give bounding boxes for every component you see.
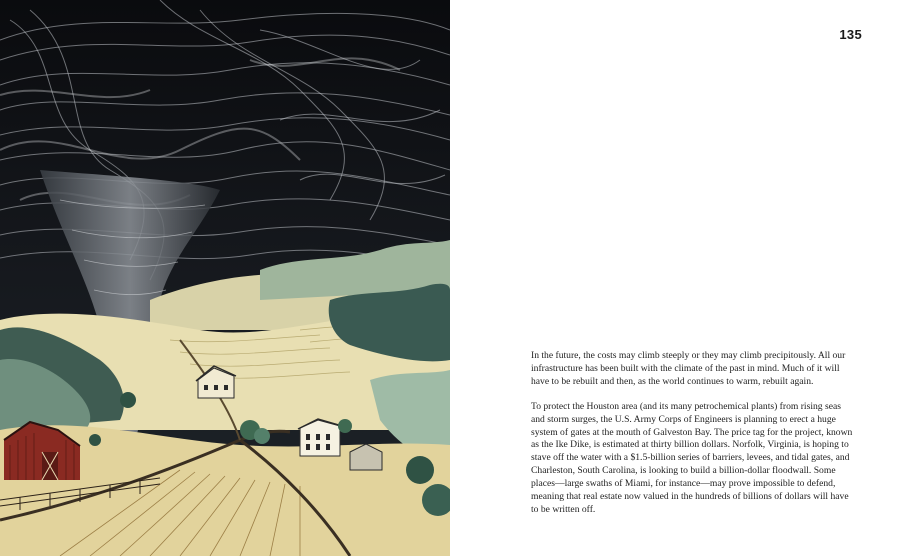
paragraph-2: To protect the Houston area (and its many petrochemical plants) from rising seas and storm surges, the U.S. Army Corps of Engineers is planning to erect a huge system of gates at the mouth of Galveston Bay. The price tag for the project, known as the Ike Dike, is estimated at thirty billion dollars. Norfolk, Virginia, is hoping to stave off the water with a $1.5-billion series of barriers, levees, and tidal gates, and Charleston, South Carolina, is looking to build a billion-dollar floodwall. Some places—large swaths of Miami, for instance—may prove impossible to defend, meaning that real estate now valued in the hundreds of billions of dollars will have to be written off. <box>531 400 853 515</box>
body-text <box>531 350 855 529</box>
text-page <box>450 0 900 556</box>
page-number: 135 <box>839 27 862 42</box>
paragraph-1: In the future, the costs may climb steeply or they may climb precipitously. All our infrastructure has been built with the climate of the past in mind. Much of it will have to be rebuilt and then, as the world continues to warm, rebuilt again. <box>531 350 846 387</box>
